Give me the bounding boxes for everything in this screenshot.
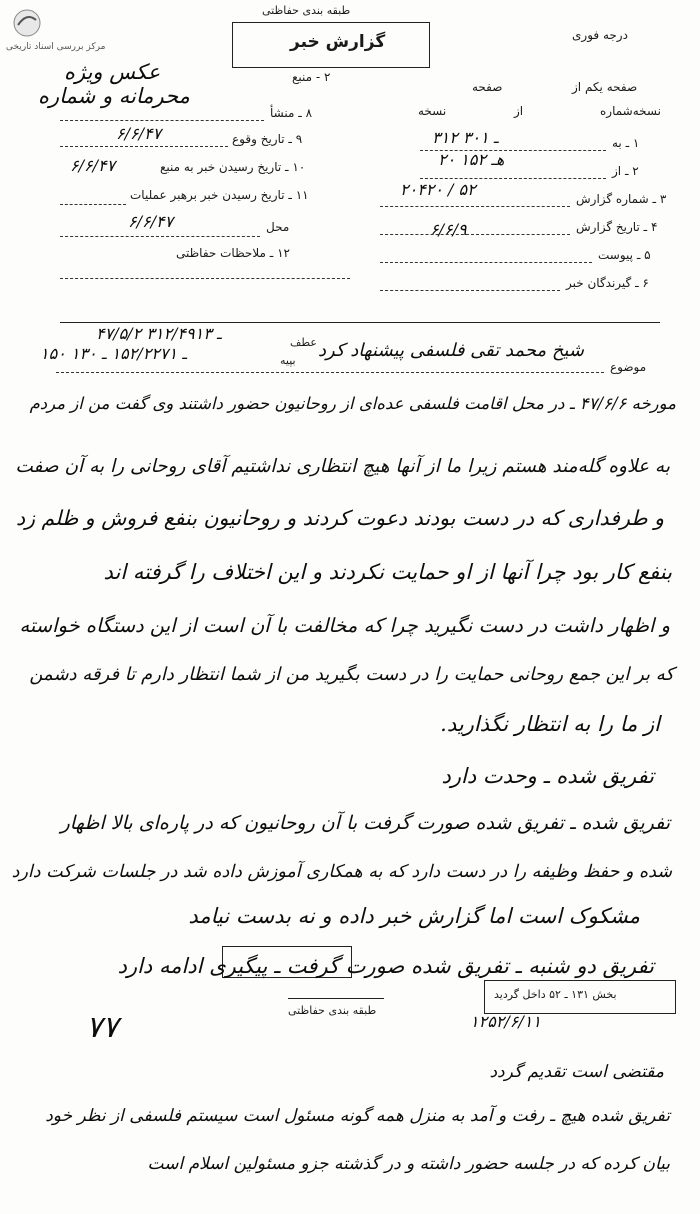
subject-ref-label2: بپیه bbox=[280, 354, 296, 367]
origin-dots bbox=[60, 120, 264, 121]
to-label: ۱ ـ به bbox=[612, 136, 640, 150]
received-ops-label: ۱۱ ـ تاریخ رسیدن خبر برهبر عملیات bbox=[130, 188, 309, 202]
archive-logo bbox=[12, 8, 42, 38]
copy-label: نسخه‌شماره bbox=[600, 104, 661, 118]
body-line-2: به علاوه گله‌مند هستم زیرا ما از آنها هیچ انتظاری نداشتیم آقای روحانی را به آن صفت bbox=[15, 456, 670, 477]
subject-ref-label: عطف bbox=[290, 336, 317, 349]
header-separator bbox=[60, 322, 660, 323]
report-no-value: ۲۰۴۲۰ / ۵۲ bbox=[400, 180, 476, 199]
watermark-text: مرکز بررسی اسناد تاریخی bbox=[6, 42, 106, 52]
report-date-label: ۴ ـ تاریخ گزارش bbox=[576, 220, 658, 234]
priority-label: درجه فوری bbox=[572, 28, 628, 42]
report-date-value: ۶/۶/۹ bbox=[430, 220, 467, 239]
body-line-7: از ما را به انتظار نگذارید. bbox=[440, 712, 660, 736]
from-value: ۲۰ هـ ۱۵۲ bbox=[438, 150, 505, 169]
body-line-1: مورخه ۴۷/۶/۶ ـ در محل اقامت فلسفی عده‌ای از روحانیون حضور داشتند وی گفت من از مردم bbox=[29, 394, 676, 413]
received-source-value: ۶/۶/۴۷ bbox=[70, 156, 116, 175]
from-dots bbox=[420, 178, 606, 179]
note-1: تفریق شده ـ وحدت دارد bbox=[441, 764, 654, 788]
recipients-dots bbox=[380, 290, 560, 291]
page-number: ۷۷ bbox=[86, 1010, 119, 1045]
attachment-dots bbox=[380, 262, 592, 263]
origin-label: ۸ ـ منشأ bbox=[270, 106, 313, 120]
sign-line: مقتضی است تقدیم گردد bbox=[489, 1062, 664, 1082]
source-line: ۲ - منبع bbox=[292, 70, 331, 84]
attachment-label: ۵ ـ پیوست bbox=[598, 248, 651, 262]
event-date-dots bbox=[60, 146, 228, 147]
note-3: تفریق دو شنبه ـ تفریق شده صورت گرفت ـ پیگیری ادامه دارد bbox=[117, 954, 654, 978]
body-line-5: و اظهار داشت در دست نگیرید چرا که مخالفت با آن است از این دستگاه خواسته bbox=[19, 614, 670, 637]
copy-label2: نسخه bbox=[418, 104, 447, 118]
stamp-date: ۱۲۵۲/۶/۱۱ bbox=[470, 1012, 541, 1031]
classification-top: طبقه بندی حفاظتی bbox=[262, 4, 351, 17]
received-ops-dots bbox=[60, 204, 126, 205]
report-stamp-text: گزارش خبر bbox=[290, 32, 386, 52]
subject-dots bbox=[56, 372, 604, 373]
remarks-label: ۱۲ ـ ملاحظات حفاظتی bbox=[176, 246, 290, 260]
page-label2: صفحه bbox=[472, 80, 503, 94]
copy-from: از bbox=[514, 104, 524, 118]
subject-label: موضوع bbox=[610, 360, 647, 374]
subject-numbers: ۴۷/۵/۲ ـ ۳۱۲/۴۹۱۳ bbox=[96, 324, 222, 343]
location-dots bbox=[60, 236, 260, 237]
handwritten-top: عکس ویژه bbox=[64, 60, 161, 84]
report-date-dots bbox=[380, 234, 570, 235]
recipients-label: ۶ ـ گیرندگان خبر bbox=[566, 276, 649, 290]
to-value: ۳۱۲ ـ ۳۰۱ bbox=[432, 128, 499, 147]
body-line-6: که بر این جمع روحانی حمایت را در دست بگیرید من از شما انتظار دارم تا فرقه دشمن bbox=[29, 664, 674, 685]
event-date-value: ۶/۶/۴۷ bbox=[116, 124, 162, 143]
event-date-label: ۹ ـ تاریخ وقوع bbox=[232, 132, 303, 146]
location-label: محل bbox=[266, 220, 290, 234]
report-no-dots bbox=[380, 206, 570, 207]
body-line-3: و طرفداری که در دست بودند دعوت کردند و روحانیون بنفع فروش و ظلم زد bbox=[15, 506, 664, 530]
from-label: ۲ ـ از bbox=[612, 164, 639, 178]
section-stamp: بخش ۱۳۱ ـ ۵۲ داخل گردید bbox=[494, 988, 617, 1001]
note-2-line-1: تفریق شده ـ تفریق شده صورت گرفت با آن روحانیون که در پاره‌ای بالا اظهار bbox=[60, 812, 670, 834]
page-label: صفحه یکم از bbox=[572, 80, 638, 94]
note-2-line-3: مشکوک است اما گزارش خبر داده و نه بدست نیامد bbox=[188, 904, 640, 928]
body-line-4: بنفع کار بود چرا آنها از او حمایت نکردند و این اختلاف را گرفته اند bbox=[103, 560, 672, 584]
remarks-dots bbox=[60, 278, 350, 279]
subject-numbers2: ۱۵۰ ـ ۱۵۲/۲۲۷۱ ـ ۱۳۰ bbox=[40, 344, 187, 363]
handwritten-top2: محرمانه و شماره bbox=[38, 84, 190, 108]
final-line-1: تفریق شده هیچ ـ رفت و آمد به منزل همه گونه مسئول است سیستم فلسفی از نظر خود bbox=[45, 1106, 670, 1126]
received-source-label: ۱۰ ـ تاریخ رسیدن خبر به منبع bbox=[160, 160, 306, 174]
footer-classification-line bbox=[288, 998, 384, 999]
subject-value: شیخ محمد تقی فلسفی پیشنهاد کرد bbox=[318, 340, 584, 361]
classification-bottom: طبقه بندی حفاظتی bbox=[288, 1004, 377, 1017]
report-no-label: ۳ ـ شماره گزارش bbox=[576, 192, 667, 206]
location-value: ۶/۶/۴۷ bbox=[128, 212, 174, 231]
archive-logo-icon bbox=[12, 8, 42, 38]
final-line-2: بیان کرده که در جلسه حضور داشته و در گذشته جزو مسئولین اسلام است bbox=[147, 1154, 670, 1174]
note-2-line-2: شده و حفظ وظیفه را در دست دارد که به همکاری آموزش داده شد در جلسات شرکت دارد bbox=[11, 862, 672, 882]
